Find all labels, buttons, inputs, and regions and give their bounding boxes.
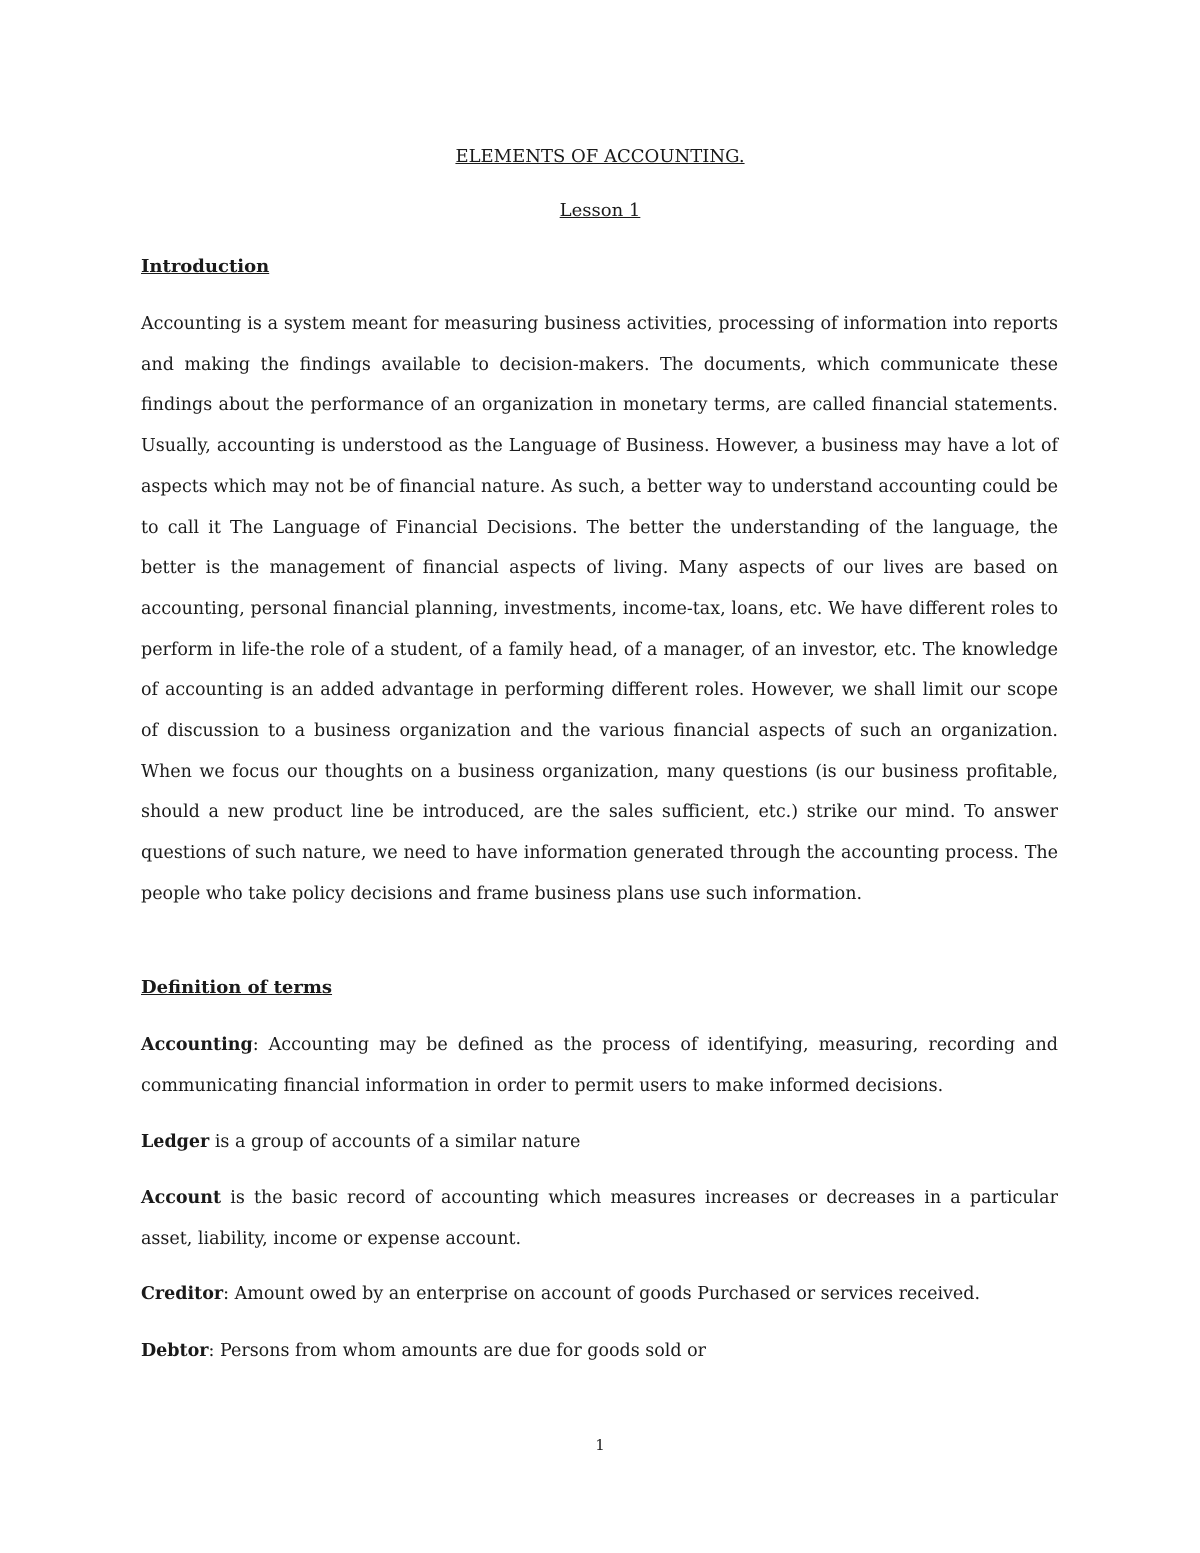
definitions-heading: Definition of terms bbox=[141, 977, 333, 998]
lesson-title: Lesson 1 bbox=[559, 200, 641, 221]
definition-text: is the basic record of accounting which measures increases or decreases in a particular asset, liability, income or expense account. bbox=[141, 1188, 1058, 1249]
definition-text: : Amount owed by an enterprise on account of goods Purchased or services received. bbox=[223, 1284, 981, 1304]
definition-term: Ledger bbox=[141, 1132, 210, 1152]
definition-term: Creditor bbox=[141, 1284, 224, 1304]
definition-text: : Persons from whom amounts are due for goods sold or bbox=[208, 1341, 707, 1361]
definition-accounting bbox=[141, 1025, 1058, 1106]
definition-term: Account bbox=[141, 1188, 222, 1208]
introduction-paragraph: Accounting is a system meant for measuring business activities, processing of information into reports and making the findings available to decision-makers. The documents, which communicate these findings about the performance of an organization in monetary terms, are called financial statements. Usually, accounting is understood as the Language of Business. However, a business may have a lot of aspects which may not be of financial nature. As such, a better way to understand accounting could be to call it The Language of Financial Decisions. The better the understanding of the language, the better is the management of financial aspects of living. Many aspects of our lives are based on accounting, personal financial planning, investments, income-tax, loans, etc. We have different roles to perform in life-the role of a student, of a family head, of a manager, of an investor, etc. The knowledge of accounting is an added advantage in performing different roles. However, we shall limit our scope of discussion to a business organization and the various financial aspects of such an organization. When we focus our thoughts on a business organization, many questions (is our business profitable, should a new product line be introduced, are the sales sufficient, etc.) strike our mind. To answer questions of such nature, we need to have information generated through the accounting process. The people who take policy decisions and frame business plans use such information. bbox=[141, 314, 1058, 904]
page-number: 1 bbox=[595, 1436, 605, 1454]
definition-creditor bbox=[141, 1274, 1058, 1315]
definition-text: : Accounting may be defined as the process of identifying, measuring, recording and communicating financial information in order to permit users to make informed decisions. bbox=[141, 1035, 1058, 1096]
definition-term: Accounting bbox=[141, 1035, 253, 1055]
definition-debtor bbox=[141, 1331, 1058, 1372]
definition-ledger bbox=[141, 1122, 1058, 1163]
definition-term: Debtor bbox=[141, 1341, 209, 1361]
introduction-heading: Introduction bbox=[141, 256, 270, 277]
definition-account bbox=[141, 1178, 1058, 1259]
document-title: ELEMENTS OF ACCOUNTING. bbox=[455, 146, 745, 167]
definition-text: is a group of accounts of a similar nature bbox=[209, 1132, 581, 1152]
